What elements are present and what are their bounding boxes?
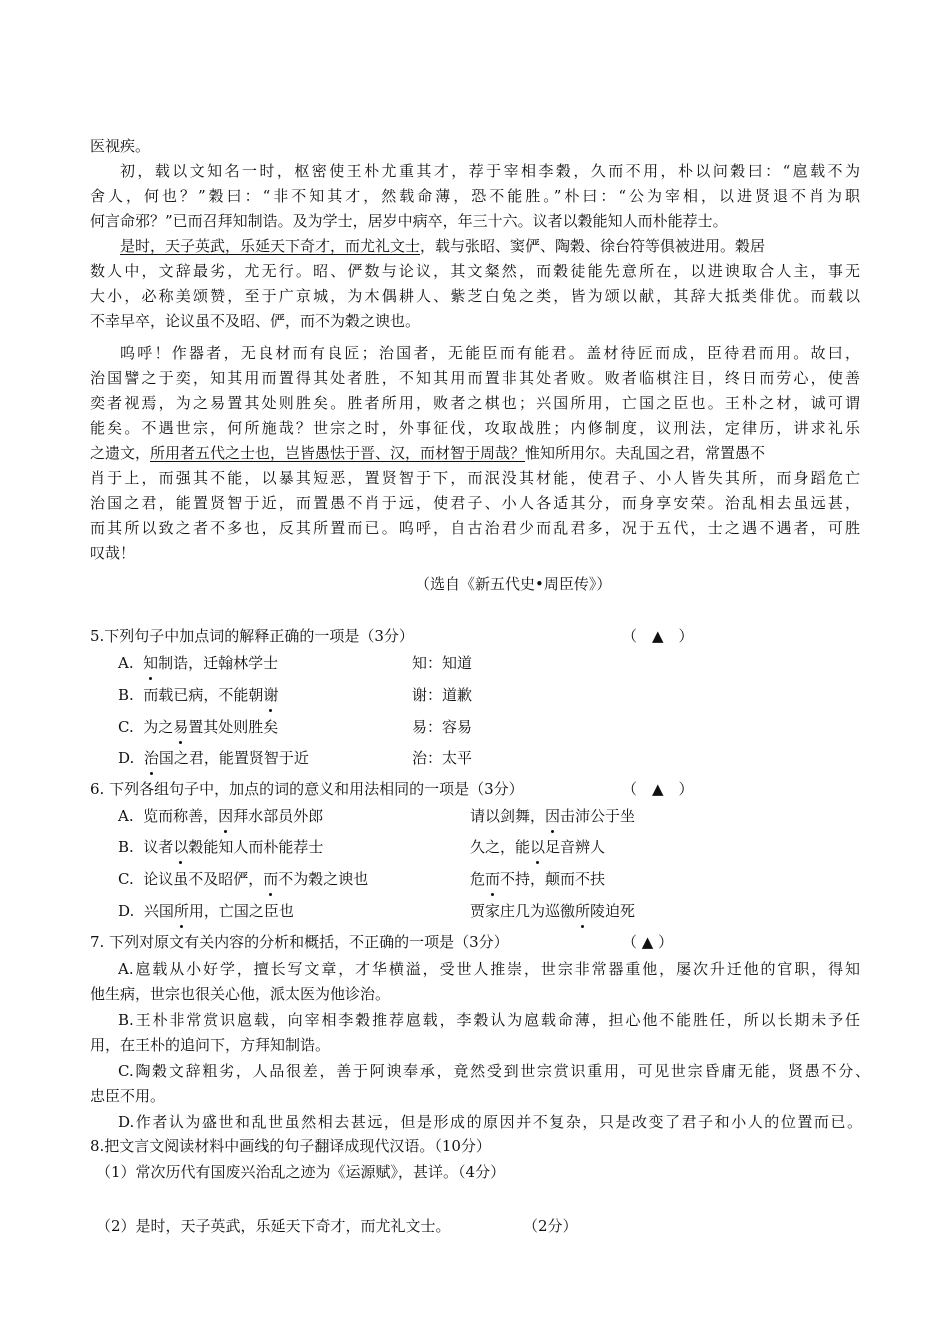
passage-line: 能矣。不遇世宗，何所施哉？世宗之时，外事征伐，攻取战胜；内修制度，议刑法，定律历，讲求礼乐 [90, 419, 860, 437]
passage-line: 何言命邪？”已而召拜知制诰。及为学士，居岁中病卒，年三十六。议者以穀能知人而朴能荐士。 [90, 212, 728, 230]
underlined-sentence: 是时，天子英武，乐延天下奇才，而尤礼文士 [120, 237, 421, 255]
question-5-stem: 5.下列句子中加点词的解释正确的一项是（3分） [90, 627, 414, 645]
option-text: 他生病，世宗也很关心他，派太医为他诊治。 [90, 985, 391, 1003]
option-item: B. 而载已病，不能朝谢 [118, 683, 278, 707]
passage-line: 不幸早卒，论议虽不及昭、俨，而不为穀之谀也。 [90, 312, 421, 330]
passage-line: 数人中，文辞最劣，尤无行。昭、俨数与论议，其文粲然，而穀徒能先意所在，以进谀取合人主，事无 [90, 262, 860, 280]
option-gloss: 易：容易 [412, 718, 473, 736]
answer-mark: （ ▲ ） [622, 933, 674, 951]
passage-line: 叹哉！ [90, 544, 136, 562]
option-item: D. 治国之君，能置贤智于近 [118, 746, 309, 770]
option-pair: 危而不持，颠而不扶 [470, 867, 605, 891]
passage-line: 治国譬之于奕，知其用而置得其处者胜，不知其用而置非其处者败。败者临棋注目，终日而劳心，使善 [90, 369, 860, 387]
passage-line: 大小，必称美颂赞，至于广京城，为木偶耕人、紫芝白兔之类，皆为颂以献，其辞大抵类俳优。而载以 [90, 287, 860, 305]
option-pair: 久之，能以足音辨人 [470, 835, 605, 859]
underlined-sentence: 所用者五代之士也，岂皆愚怯于晋、汉，而材智于周哉？ [150, 444, 526, 462]
passage-line: 舍人，何也？”穀曰：“非不知其才，然载命薄，恐不能胜。”朴曰：“公为宰相，以进贤退不肖为职 [90, 187, 860, 205]
option-text: 忠臣不用。 [90, 1087, 166, 1105]
source-citation: （选自《新五代史•周臣传》） [415, 575, 612, 593]
passage-line: 治国之君，能置贤智于近，而置愚不肖于远，使君子、小人各适其分，而身享安荣。治乱相去虽远甚， [90, 494, 860, 512]
option-item: D. 兴国所用，亡国之臣也 [118, 899, 294, 923]
answer-mark: （ ▲ ） [622, 780, 694, 798]
question-6-stem: 6. 下列各组句子中，加点的词的意义和用法相同的一项是（3分） [90, 780, 524, 798]
score-label: （2分） [523, 1217, 578, 1235]
option-text: B.王朴非常赏识扈载，向宰相李穀推荐扈载，李穀认为扈载命薄，担心他不能胜任，所以长期未予任 [118, 1011, 860, 1029]
option-item: C. 论议虽不及昭俨，而不为穀之谀也 [118, 867, 368, 891]
question-7-stem: 7. 下列对原文有关内容的分析和概括，不正确的一项是（3分） [90, 933, 509, 951]
option-text: 用，在王朴的追问下，方拜知制诰。 [90, 1036, 331, 1054]
passage-line: 初，载以文知名一时，枢密使王朴尤重其才，荐于宰相李穀，久而不用，朴以问穀曰：“扈载不为 [120, 162, 860, 180]
option-gloss: 治：太平 [412, 749, 473, 767]
answer-mark: （ ▲ ） [622, 627, 694, 645]
passage-line: 是时，天子英武，乐延天下奇才，而尤礼文士，载与张昭、窦俨、陶穀、徐台符等俱被进用。穀居 [120, 237, 766, 255]
option-text: A.扈载从小好学，擅长写文章，才华横溢，受世人推崇，世宗非常器重他，屡次升迁他的官职，得知 [118, 960, 860, 978]
translation-item-2: （2）是时，天子英武，乐延天下奇才，而尤礼文士。 [96, 1217, 451, 1235]
passage-line: 医视疾。 [90, 137, 151, 155]
passage-line: 而其所以致之者不多也，反其所置而已。呜呼，自古治君少而乱君多，况于五代，士之遇不遇者，可胜 [90, 519, 860, 537]
option-item: A. 览而称善，因拜水部员外郎 [118, 804, 323, 828]
option-pair: 请以剑舞，因击沛公于坐 [470, 804, 635, 828]
passage-line: 肖于上，而强其不能，以暴其短恶，置贤智于下，而泯没其材能，使君子、小人皆失其所，而身蹈危亡 [90, 469, 860, 487]
passage-line: 奕者视焉，为之易置其处则胜矣。胜者所用，败者之棋也；兴国所用，亡国之臣也。王朴之材，诚可谓 [90, 394, 860, 412]
passage-line: 呜呼！作器者，无良材而有良匠；治国者，无能臣而有能君。盖材待匠而成，臣待君而用。故曰， [120, 344, 860, 362]
option-text: C.陶穀文辞粗劣，人品很差，善于阿谀奉承，竟然受到世宗赏识重用，可见世宗昏庸无能，贤愚不分、 [118, 1062, 870, 1080]
passage-line: 之遗文，所用者五代之士也，岂皆愚怯于晋、汉，而材智于周哉？惟知所用尔。夫乱国之君，常置愚不 [90, 444, 766, 462]
option-item: C. 为之易置其处则胜矣 [118, 715, 278, 739]
option-text: D.作者认为盛世和乱世虽然相去甚远，但是形成的原因并不复杂，只是改变了君子和小人的位置而已。 [118, 1113, 862, 1131]
option-item: B. 议者以穀能知人而朴能荐士 [118, 835, 323, 859]
option-gloss: 知：知道 [412, 654, 473, 672]
option-item: A. 知制诰，迁翰林学士 [118, 651, 278, 675]
option-pair: 贾家庄几为巡徼所陵迫死 [470, 899, 635, 923]
translation-item-1: （1）常次历代有国废兴治乱之迹为《运源赋》，甚详。（4分） [96, 1163, 506, 1181]
option-gloss: 谢：道歉 [412, 686, 473, 704]
question-8-stem: 8.把文言文阅读材料中画线的句子翻译成现代汉语。（10分） [90, 1137, 491, 1155]
